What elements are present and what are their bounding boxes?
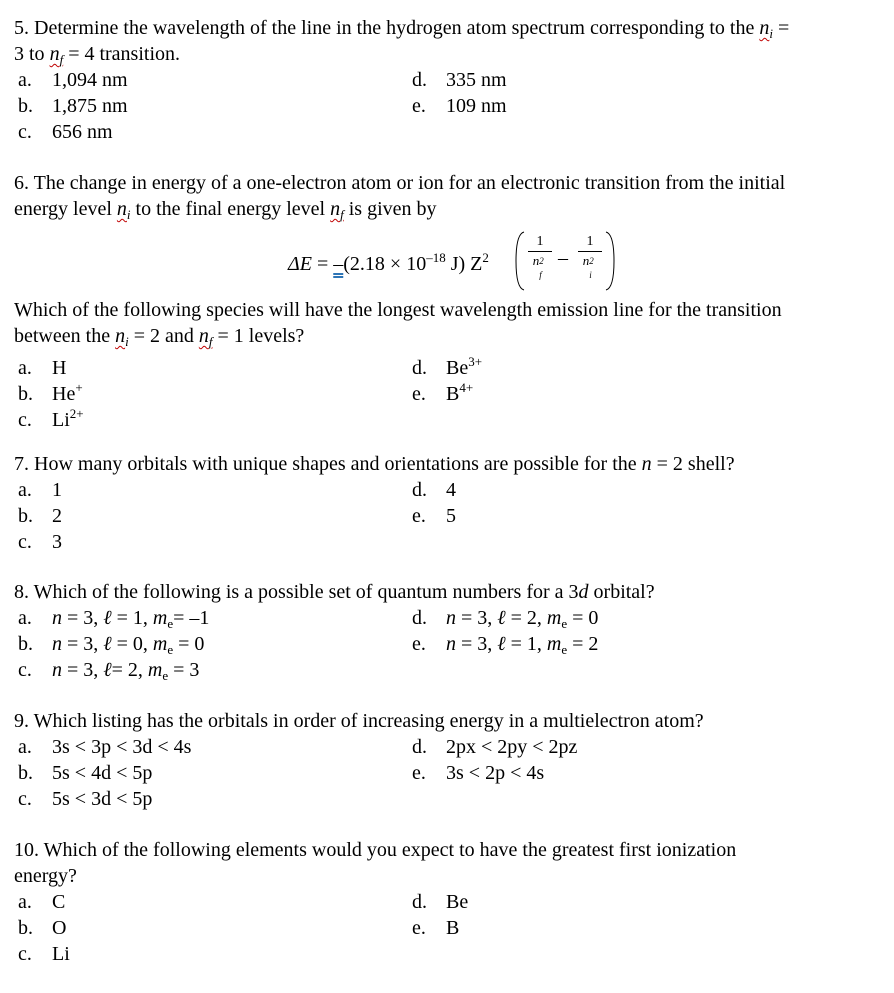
q7-option-b: b. 2 <box>18 505 62 527</box>
q9-stem: 9. Which listing has the orbitals in order of increasing energy in a multielectron atom? <box>14 710 704 732</box>
q6-option-c: c. $Li^{2+}$ <box>18 406 84 431</box>
fraction-minus: – <box>558 247 568 269</box>
q9-option-a: a. 3s < 3p < 3d < 4s <box>18 736 192 758</box>
q10-stem-line-2: energy? <box>14 865 77 887</box>
q6-stem-line-3: Which of the following species will have the longest wavelength emission line for the transition <box>14 299 782 321</box>
q8-option-d: d. n = 3, ℓ = 2, $m_e = 0$ <box>412 607 599 631</box>
q6-option-b: b. He+ <box>18 380 83 405</box>
q5-option-a: a. 1,094 nm <box>18 69 128 91</box>
q10-option-b: b. O <box>18 917 67 939</box>
q6-stem-line-1: 6. The change in energy of a one-electron atom or ion for an electronic transition from the initial <box>14 172 786 194</box>
q8-option-c: c. n = 3, ℓ= 2, $m_e = 3$ <box>18 659 200 683</box>
q6-option-d: d. $Be^{3+}$ <box>412 354 483 379</box>
q7-option-d: d. 4 <box>412 479 456 501</box>
left-paren-icon <box>514 230 526 292</box>
q9-option-d: d. 2px < 2py < 2pz <box>412 736 578 758</box>
q9-option-b: b. 5s < 4d < 5p <box>18 762 153 784</box>
q8-option-a: a. n = 3, ℓ = 1, $m_e= -1$ <box>18 607 210 631</box>
q7-option-c: c. 3 <box>18 531 62 553</box>
q5-stem-line-1: 5. Determine the wavelength of the line in the hydrogen atom spectrum corresponding to the $n_i$ = <box>14 17 790 41</box>
q7-stem: 7. How many orbitals with unique shapes and orientations are possible for the n = 2 shell? <box>14 453 735 475</box>
fraction-nf: 1 n 2 f <box>528 234 552 269</box>
q7-option-e: e. 5 <box>412 505 456 527</box>
q8-stem: 8. Which of the following is a possible set of quantum numbers for a 3d orbital? <box>14 581 655 603</box>
q9-option-e: e. 3s < 2p < 4s <box>412 762 545 784</box>
q7-option-a: a. 1 <box>18 479 62 501</box>
q8-option-e: e. n = 3, ℓ = 1, $m_e = 2$ <box>412 633 599 657</box>
energy-equation <box>288 232 618 292</box>
q5-option-e: e. 109 nm <box>412 95 507 117</box>
q9-option-c: c. 5s < 3d < 5p <box>18 788 153 810</box>
q5-stem-line-2: 3 to $n_f = 4$ transition. <box>14 43 181 67</box>
q6-stem-line-4: between the $n_i = 2$ and $n_f = 1$ levels? <box>14 325 305 349</box>
q6-option-e: e. $B^{4+}$ <box>412 380 474 405</box>
q10-option-d: d. Be <box>412 891 469 913</box>
q5-option-c: c. 656 nm <box>18 121 113 143</box>
q5-option-d: d. 335 nm <box>412 69 507 91</box>
q6-option-a: a. H <box>18 357 67 379</box>
equation-lhs: $\Delta E = -(2.18 \times 10^{-18}$ J) $Z^2$ <box>288 250 489 275</box>
q5-option-b: b. 1,875 nm <box>18 95 128 117</box>
q10-option-e: e. B <box>412 917 460 939</box>
q10-stem-line-1: 10. Which of the following elements would you expect to have the greatest first ionization <box>14 839 737 861</box>
q10-option-c: c. Li <box>18 943 70 965</box>
fraction-ni: 1 n 2 i <box>578 234 602 269</box>
q6-stem-line-2: energy level $n_i$ to the final energy level $n_f$ is given by <box>14 198 437 222</box>
q8-option-b: b. n = 3, ℓ = 0, $m_e = 0$ <box>18 633 205 657</box>
right-paren-icon <box>604 230 616 292</box>
q10-option-a: a. C <box>18 891 66 913</box>
